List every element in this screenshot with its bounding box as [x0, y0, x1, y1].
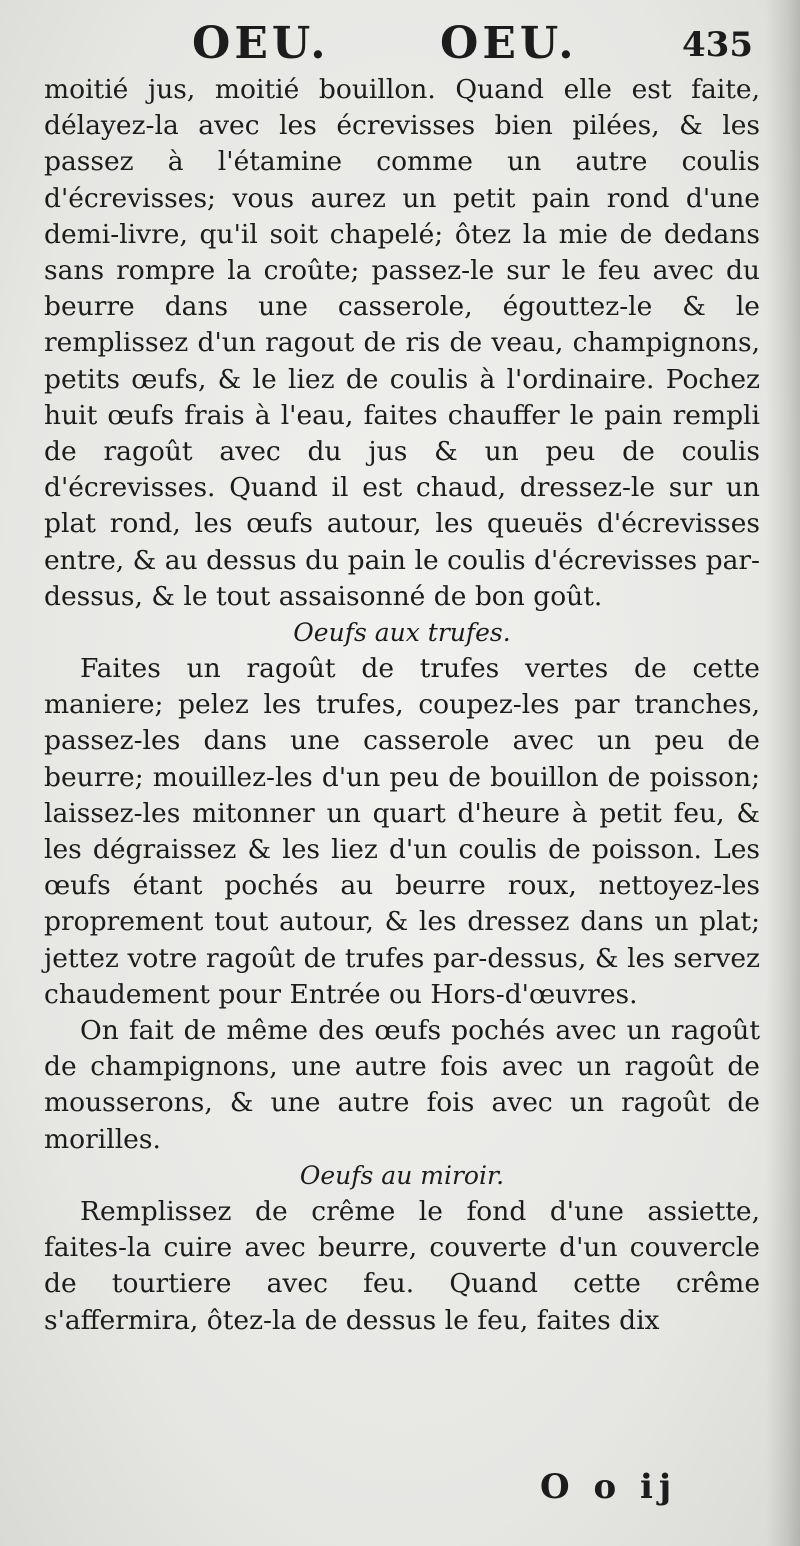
paragraph-continued: moitié jus, moitié bouillon. Quand elle est faite, délayez-la avec les écrevisses bien pilées, & les passez à l'étamine comme un autre coulis d'écrevisses; vous aurez un petit pain rond d'une demi-livre, qu'il soit chapelé; ôtez la mie de dedans sans rompre la croûte; passez-le sur le feu avec du beurre dans une casserole, égouttez-le & le remplissez d'un ragout de ris de veau, champignons, petits œufs, & le liez de coulis à l'ordinaire. Pochez huit œufs frais à l'eau, faites chauffer le pain rempli de ragoût avec du jus & un peu de coulis d'écrevisses. Quand il est chaud, dressez-le sur un plat rond, les œufs autour, les queuës d'écrevisses entre, & au dessus du pain le coulis d'écrevisses par-dessus, & le tout assaisonné de bon goût. — [44, 74, 760, 612]
paragraph-miroir: Remplissez de crême le fond d'une assiette, faites-la cuire avec beurre, couverte d'un couvercle de tourtiere avec feu. Quand cette crême s'affermira, ôtez-la de dessus le feu, faites dix — [44, 1195, 760, 1336]
signature-mark: O o ij — [540, 1467, 678, 1507]
running-head-left: OEU. — [192, 18, 330, 69]
running-head-right: OEU. — [440, 18, 578, 69]
section-heading-trufes: Oeufs aux trufes. — [293, 618, 511, 648]
section-heading-miroir: Oeufs au miroir. — [299, 1160, 505, 1190]
page-header — [0, 14, 800, 74]
page-number: 435 — [682, 25, 753, 65]
page-body — [44, 72, 760, 1339]
paragraph-variations: On fait de même des œufs pochés avec un ragoût de champignons, une autre fois avec un ragoût de mousserons, & une autre fois avec un ragoût de morilles. — [44, 1015, 760, 1155]
page-edge-shadow — [766, 0, 800, 1546]
paragraph-trufes: Faites un ragoût de trufes vertes de cette maniere; pelez les trufes, coupez-les par tranches, passez-les dans une casserole avec un peu de beurre; mouillez-les d'un peu de bouillon de poisson; laissez-les mitonner un quart d'heure à petit feu, & les dégraissez & les liez d'un coulis de poisson. Les œufs étant pochés au beurre roux, nettoyez-les proprement tout autour, & les dressez dans un plat; jettez votre ragoût de trufes par-dessus, & les servez chaudement pour Entrée ou Hors-d'œuvres. — [44, 653, 760, 1010]
